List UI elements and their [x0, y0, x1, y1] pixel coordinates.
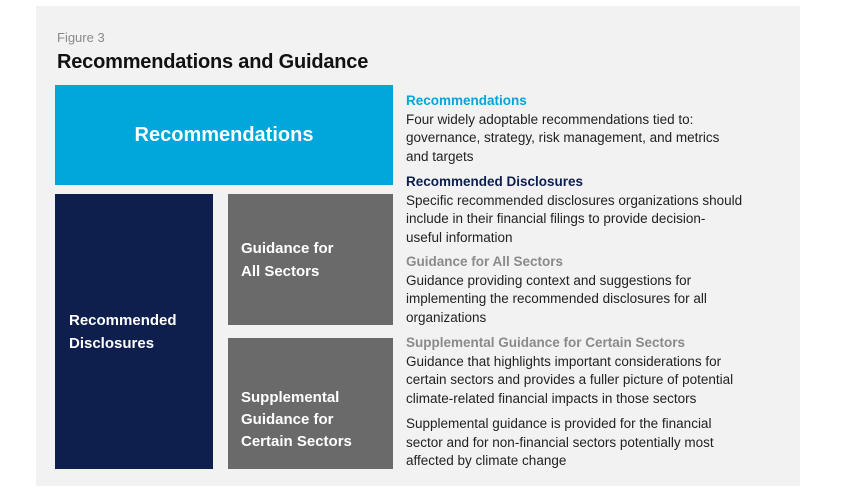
recommended-disclosures-box-line: Recommended [69, 311, 177, 329]
note-line: sector and for non-financial sectors potentially most [406, 434, 714, 450]
note-line: Supplemental guidance is provided for the financial [406, 416, 712, 431]
note-line: affected by climate change [406, 453, 567, 468]
recommendations-description [406, 92, 796, 166]
description-line: include in their financial filings to provide decision- [406, 211, 706, 226]
description-line: Specific recommended disclosures organizations should [406, 192, 743, 208]
description-line: and targets [406, 148, 474, 164]
description-line: Guidance providing context and suggestions for [406, 272, 692, 288]
description-line: Four widely adoptable recommendations tied to: [406, 111, 694, 127]
recommended-disclosures-heading: Recommended Disclosures [406, 174, 584, 189]
recommended-disclosures-description [406, 173, 796, 247]
recommended-disclosures-box-line: Disclosures [69, 334, 155, 352]
description-line: certain sectors and provides a fuller picture of potential [406, 372, 734, 387]
supplemental-guidance-box-line: Certain Sectors [241, 432, 352, 450]
figure-title: Recommendations and Guidance [57, 51, 369, 73]
guidance-all-sectors-box-line: Guidance for [241, 239, 334, 257]
description-line: climate-related financial impacts in those sectors [406, 390, 697, 406]
recommendations-box [55, 85, 393, 185]
description-line: organizations [406, 309, 487, 325]
supplemental-guidance-description [406, 334, 796, 408]
description-line: implementing the recommended disclosures for all [406, 291, 707, 306]
figure-label: Figure 3 [57, 30, 105, 45]
recommended-disclosures-box [55, 194, 213, 469]
description-line: Guidance that highlights important considerations for [406, 353, 722, 369]
guidance-all-sectors-box [228, 194, 393, 325]
description-line: useful information [406, 229, 513, 245]
supplemental-guidance-box-line: Supplemental [241, 388, 340, 406]
description-line: governance, strategy, risk management, and metrics [406, 130, 720, 145]
recommendations-heading: Recommendations [406, 93, 527, 108]
supplemental-guidance-box [228, 338, 393, 469]
supplemental-guidance-box-line: Guidance for [241, 410, 334, 428]
recommendations-box-label: Recommendations [134, 123, 314, 146]
guidance-all-sectors-box-line: All Sectors [241, 262, 320, 280]
supplemental-guidance-note [406, 415, 796, 471]
guidance-all-sectors-heading: Guidance for All Sectors [406, 254, 564, 269]
supplemental-guidance-heading: Supplemental Guidance for Certain Sectors [406, 335, 686, 350]
guidance-all-sectors-description [406, 253, 796, 327]
